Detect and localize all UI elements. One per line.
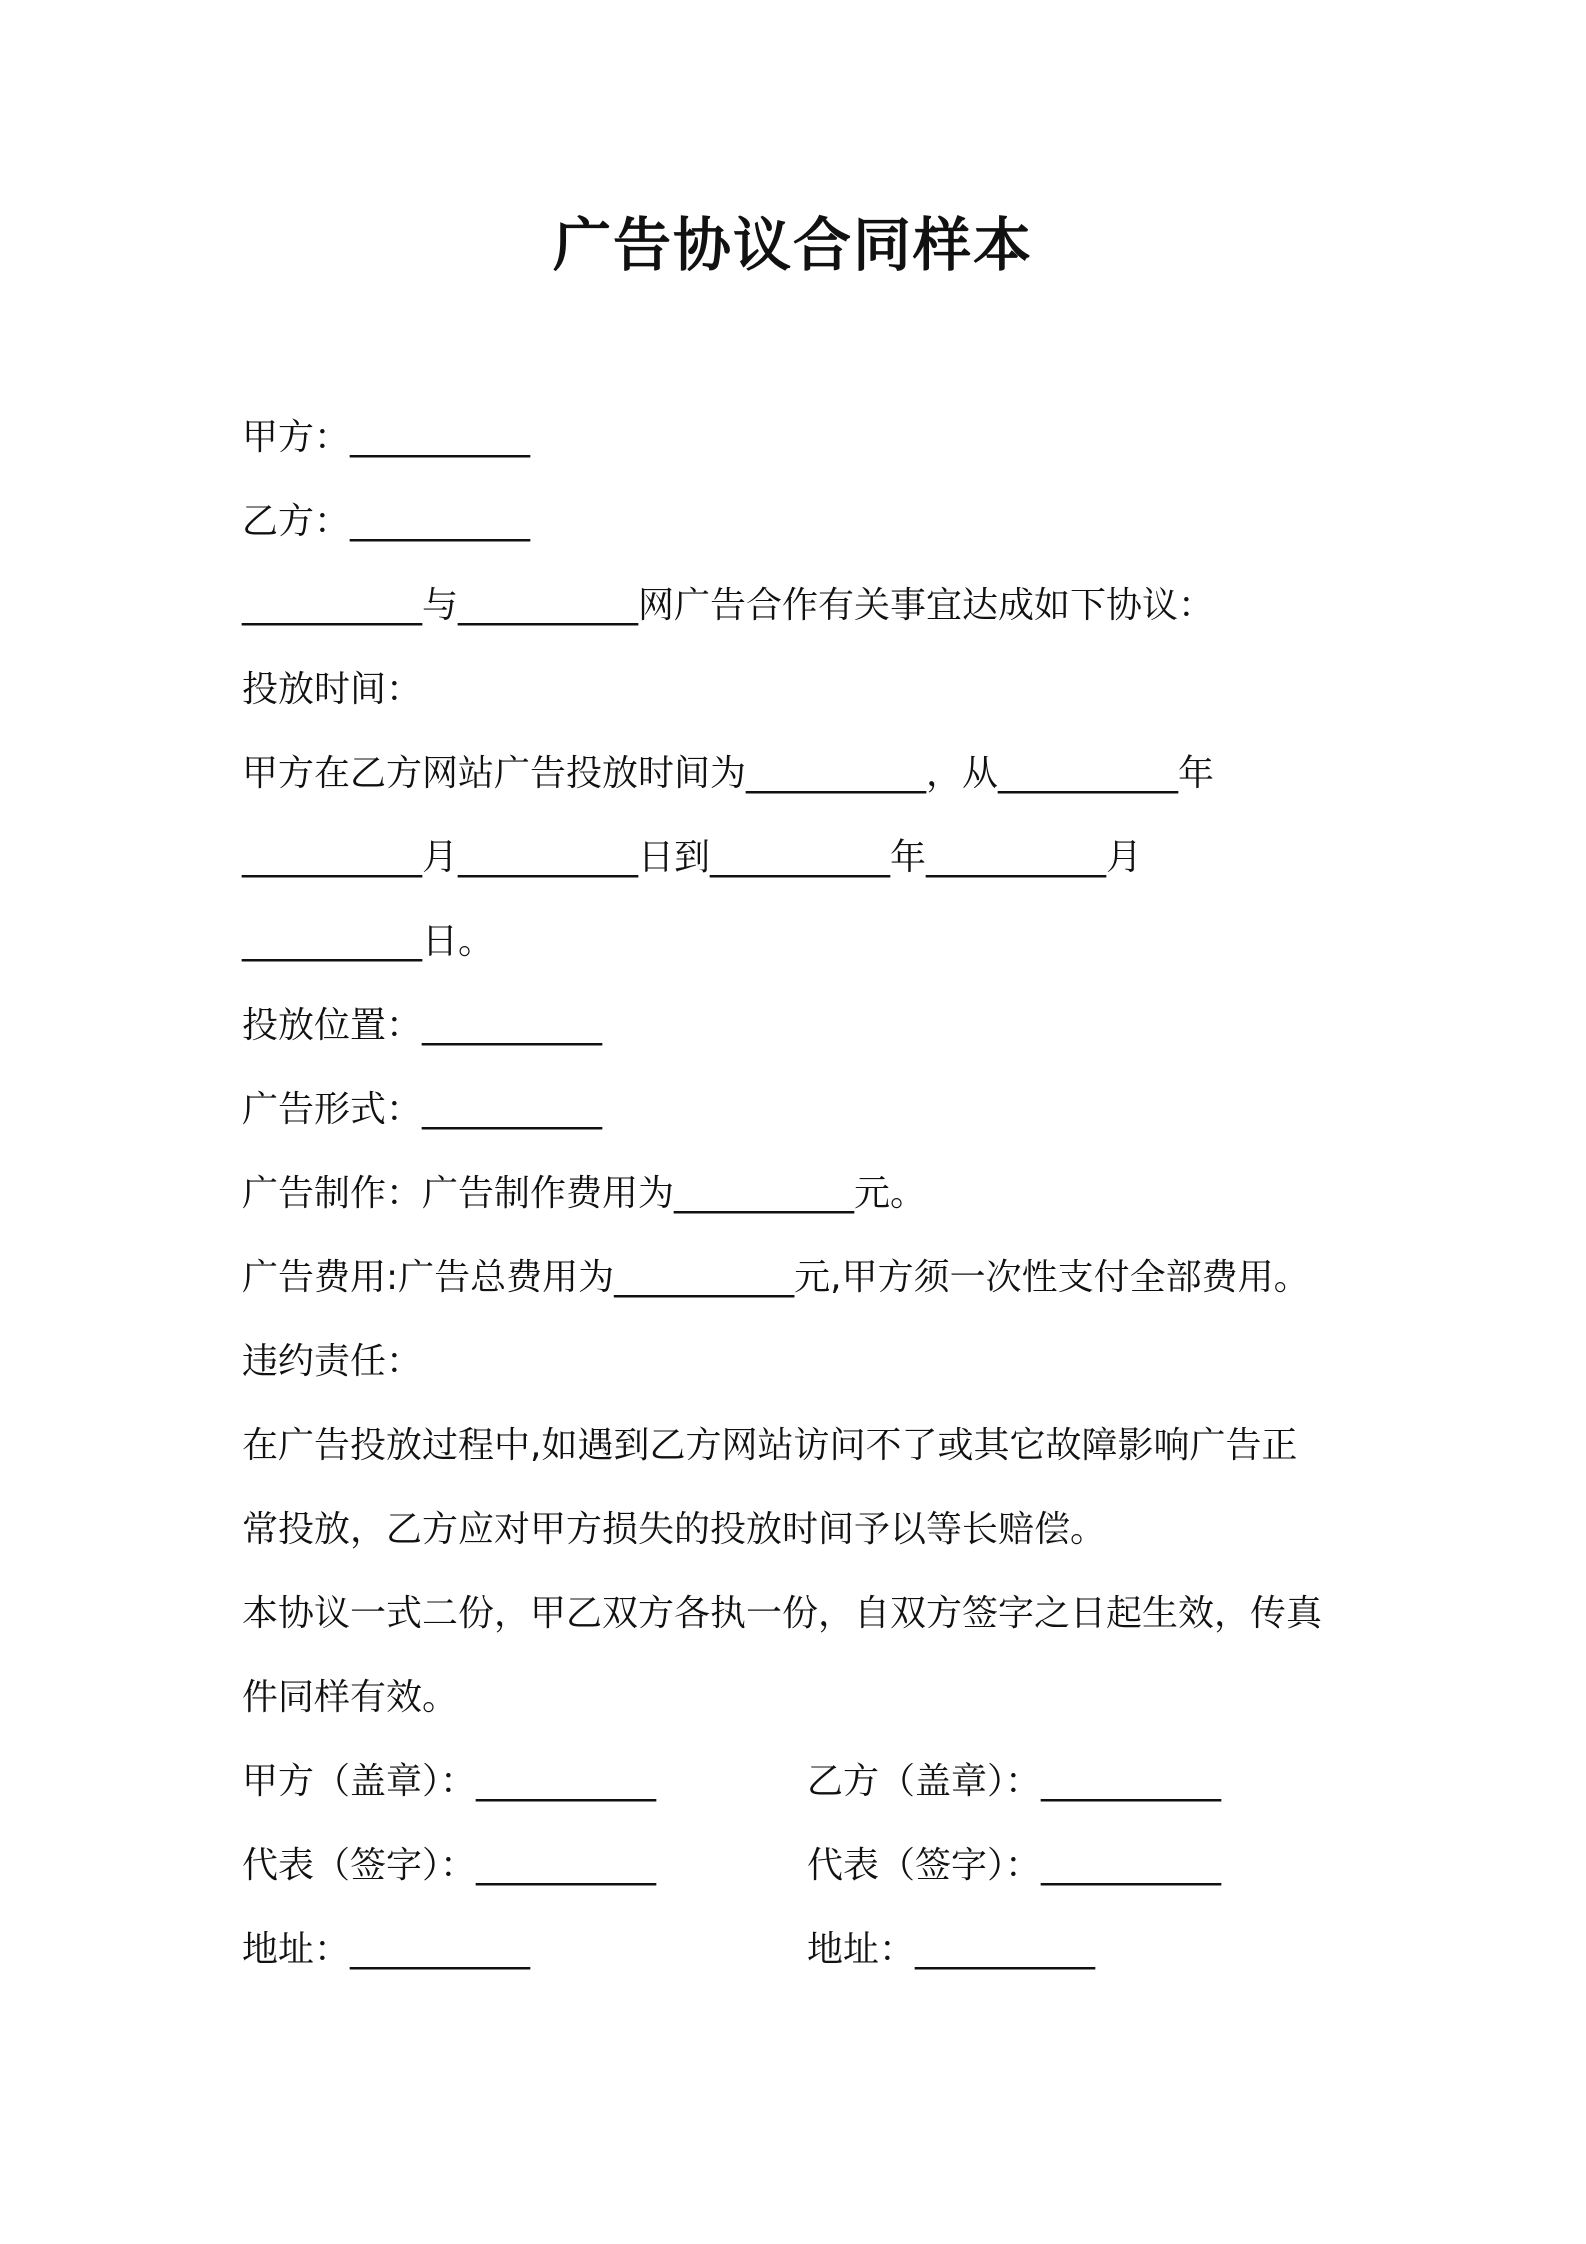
ad-format: 广告形式：__________: [242, 1089, 603, 1130]
party-b-seal: 乙方（盖章）：__________: [807, 1761, 1222, 1802]
placement-time-line-2: __________月__________日到__________年__________月: [242, 837, 1142, 878]
party-b-address: 地址：__________: [807, 1929, 1096, 1970]
breach-text-1: 在广告投放过程中,如遇到乙方网站访问不了或其它故障影响广告正: [242, 1425, 1298, 1466]
validity-text-2: 件同样有效。: [242, 1677, 459, 1718]
placement-time-heading: 投放时间：: [242, 669, 423, 710]
document-title: 广告协议合同样本: [552, 211, 1033, 279]
party-b-representative: 代表（签字）：__________: [807, 1845, 1222, 1886]
party-a-address: 地址：__________: [242, 1929, 531, 1970]
breach-text-2: 常投放，乙方应对甲方损失的投放时间予以等长赔偿。: [242, 1509, 1107, 1550]
breach-heading: 违约责任：: [242, 1341, 423, 1382]
party-b-line: 乙方：__________: [242, 501, 531, 542]
ad-production: 广告制作：广告制作费用为__________元。: [242, 1173, 927, 1214]
validity-text-1: 本协议一式二份，甲乙双方各执一份，自双方签字之日起生效，传真: [242, 1593, 1323, 1634]
placement-time-line-1: 甲方在乙方网站广告投放时间为__________，从__________年: [242, 753, 1215, 794]
party-a-representative: 代表（签字）：__________: [242, 1845, 657, 1886]
placement-position: 投放位置：__________: [242, 1005, 603, 1046]
ad-fee: 广告费用:广告总费用为__________元,甲方须一次性支付全部费用。: [242, 1257, 1310, 1298]
party-a-seal: 甲方（盖章）：__________: [242, 1761, 657, 1802]
party-a-line: 甲方：__________: [242, 417, 531, 458]
agreement-intro: __________与__________网广告合作有关事宜达成如下协议：: [242, 585, 1215, 626]
placement-time-line-3: __________日。: [242, 921, 495, 962]
